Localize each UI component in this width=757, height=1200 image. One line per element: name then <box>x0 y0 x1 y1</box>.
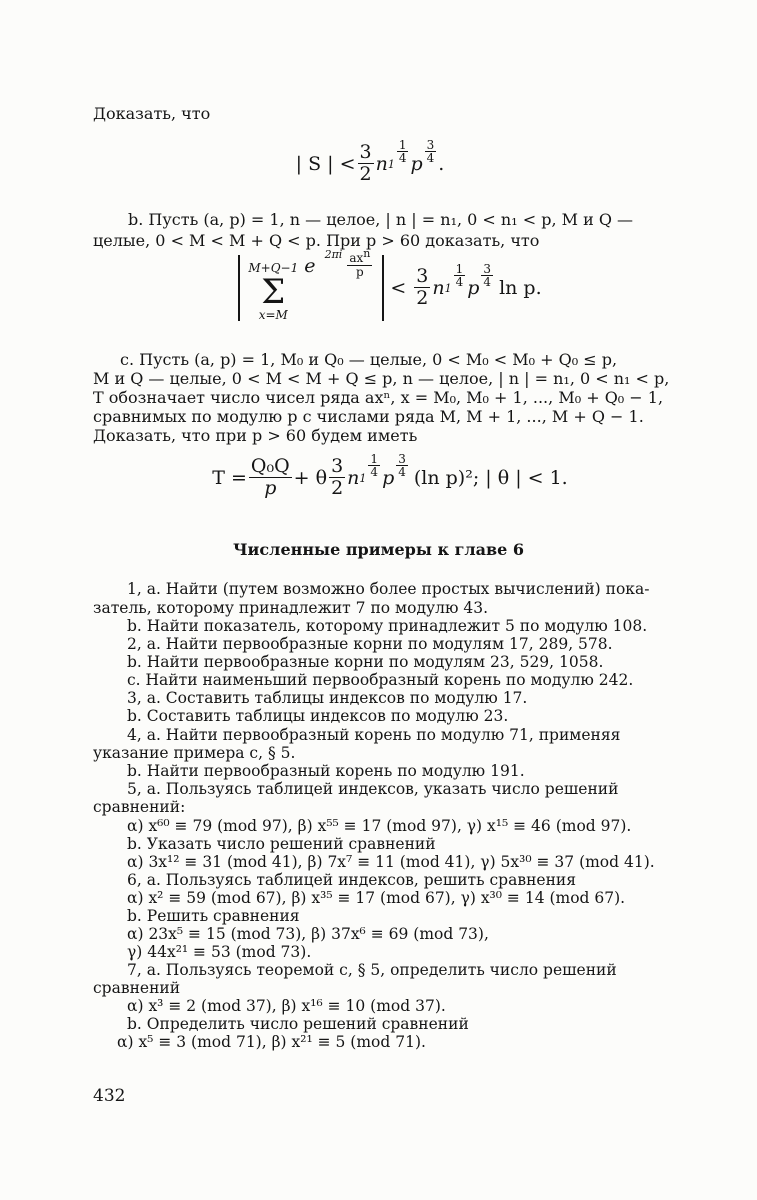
example-line: b. Указать число решений сравнений <box>127 835 436 853</box>
example-line: 5, a. Пользуясь таблицей индексов, указать число решений <box>127 780 619 798</box>
problem-c-line-4: сравнимых по модулю p с числами ряда M, M + 1, ..., M + Q − 1. <box>93 407 644 426</box>
formula-t-estimate: T = $\frac{\text{Q₀Q}}{p}$ + θ $\frac{3}{2}$ n 1 $\frac{1}{4}$ p $\frac{3}{4}$ (ln p)²; | θ | < 1. <box>212 451 568 500</box>
formula-exp-sum: M+Q−1 Σ x=M e 2πi $\frac{ax^n}{p}$ < $\frac{3}{2}$ n 1 $\frac{1}{4}$ p $\frac{3}{4}$ ln p. <box>225 252 555 324</box>
example-line: α) x² ≡ 59 (mod 67), β) x³⁵ ≡ 17 (mod 67), γ) x³⁰ ≡ 14 (mod 67). <box>127 889 626 907</box>
example-line: 4, a. Найти первообразный корень по модулю 71, применяя <box>127 726 621 744</box>
abs-value-bars: M+Q−1 Σ x=M e 2πi $\frac{ax^n}{p}$ <box>238 255 384 321</box>
section-title: Численные примеры к главе 6 <box>232 540 525 559</box>
intro-text: Доказать, что <box>93 104 211 123</box>
example-line: c. Найти наименьший первообразный корень по модулю 242. <box>127 671 634 689</box>
fraction: $\frac{\text{Q₀Q}}{p}$ <box>250 455 290 500</box>
problem-b-line-1: b. Пусть (a, p) = 1, n — целое, | n | = n₁, 0 < n₁ < p, M и Q — <box>128 210 634 229</box>
example-line: 6, a. Пользуясь таблицей индексов, решить сравнения <box>127 871 577 889</box>
example-line: 2, a. Найти первообразные корни по модулям 17, 289, 578. <box>127 635 613 653</box>
sum-symbol: M+Q−1 Σ x=M <box>248 260 299 322</box>
exponent-fraction: $\frac{3}{4}$ <box>426 137 435 166</box>
example-line: b. Составить таблицы индексов по модулю 23. <box>127 707 509 725</box>
example-line: α) 3x¹² ≡ 31 (mod 41), β) 7x⁷ ≡ 11 (mod 41), γ) 5x³⁰ ≡ 37 (mod 41). <box>127 853 655 871</box>
exponent: 2πi $\frac{ax^n}{p}$ <box>324 246 371 279</box>
problem-c-line-3: T обозначает число чисел ряда axⁿ, x = M₀, M₀ + 1, ..., M₀ + Q₀ − 1, <box>93 388 664 407</box>
problem-c-line-1: c. Пусть (a, p) = 1, M₀ и Q₀ — целые, 0 < M₀ < M₀ + Q₀ ≤ p, <box>120 350 618 369</box>
fraction: $\frac{3}{2}$ <box>416 265 429 310</box>
problem-c-line-5: Доказать, что при p > 60 будем иметь <box>93 426 418 445</box>
fraction: $\frac{3}{2}$ <box>331 455 344 500</box>
example-line: b. Определить число решений сравнений <box>127 1015 469 1033</box>
example-line: α) 23x⁵ ≡ 15 (mod 73), β) 37x⁶ ≡ 69 (mod 73), <box>127 925 489 943</box>
example-line: b. Решить сравнения <box>127 907 300 925</box>
example-line: b. Найти первообразные корни по модулям 23, 529, 1058. <box>127 653 604 671</box>
exponent-fraction: $\frac{1}{4}$ <box>398 137 407 166</box>
formula-s-bound: | S | < $\frac{3}{2}$ n 1 $\frac{1}{4}$ p $\frac{3}{4}$ . <box>295 137 445 186</box>
page-number: 432 <box>93 1086 126 1106</box>
example-line: γ) 44x²¹ ≡ 53 (mod 73). <box>127 943 312 961</box>
example-line: 7, a. Пользуясь теоремой c, § 5, определить число решений <box>127 961 617 979</box>
example-line: b. Найти показатель, которому принадлежит 5 по модулю 108. <box>127 617 648 635</box>
problem-b-line-2: целые, 0 < M < M + Q < p. При p > 60 доказать, что <box>93 231 540 250</box>
problem-c-line-2: M и Q — целые, 0 < M < M + Q ≤ p, n — целое, | n | = n₁, 0 < n₁ < p, <box>93 369 670 388</box>
example-line: сравнений: <box>93 798 186 816</box>
example-line: затель, которому принадлежит 7 по модулю 43. <box>93 599 489 617</box>
example-line: 1, a. Найти (путем возможно более простых вычислений) пока- <box>127 580 650 598</box>
example-line: α) x⁵ ≡ 3 (mod 71), β) x²¹ ≡ 5 (mod 71). <box>117 1033 426 1051</box>
example-line: α) x³ ≡ 2 (mod 37), β) x¹⁶ ≡ 10 (mod 37). <box>127 997 446 1015</box>
formula-lhs: | S | < <box>295 153 356 175</box>
example-line: 3, a. Составить таблицы индексов по модулю 17. <box>127 689 528 707</box>
example-line: b. Найти первообразный корень по модулю 191. <box>127 762 525 780</box>
fraction: $\frac{3}{2}$ <box>359 141 372 186</box>
example-line: указание примера c, § 5. <box>93 744 296 762</box>
example-line: α) x⁶⁰ ≡ 79 (mod 97), β) x⁵⁵ ≡ 17 (mod 97), γ) x¹⁵ ≡ 46 (mod 97). <box>127 817 632 835</box>
example-line: сравнений <box>93 979 181 997</box>
